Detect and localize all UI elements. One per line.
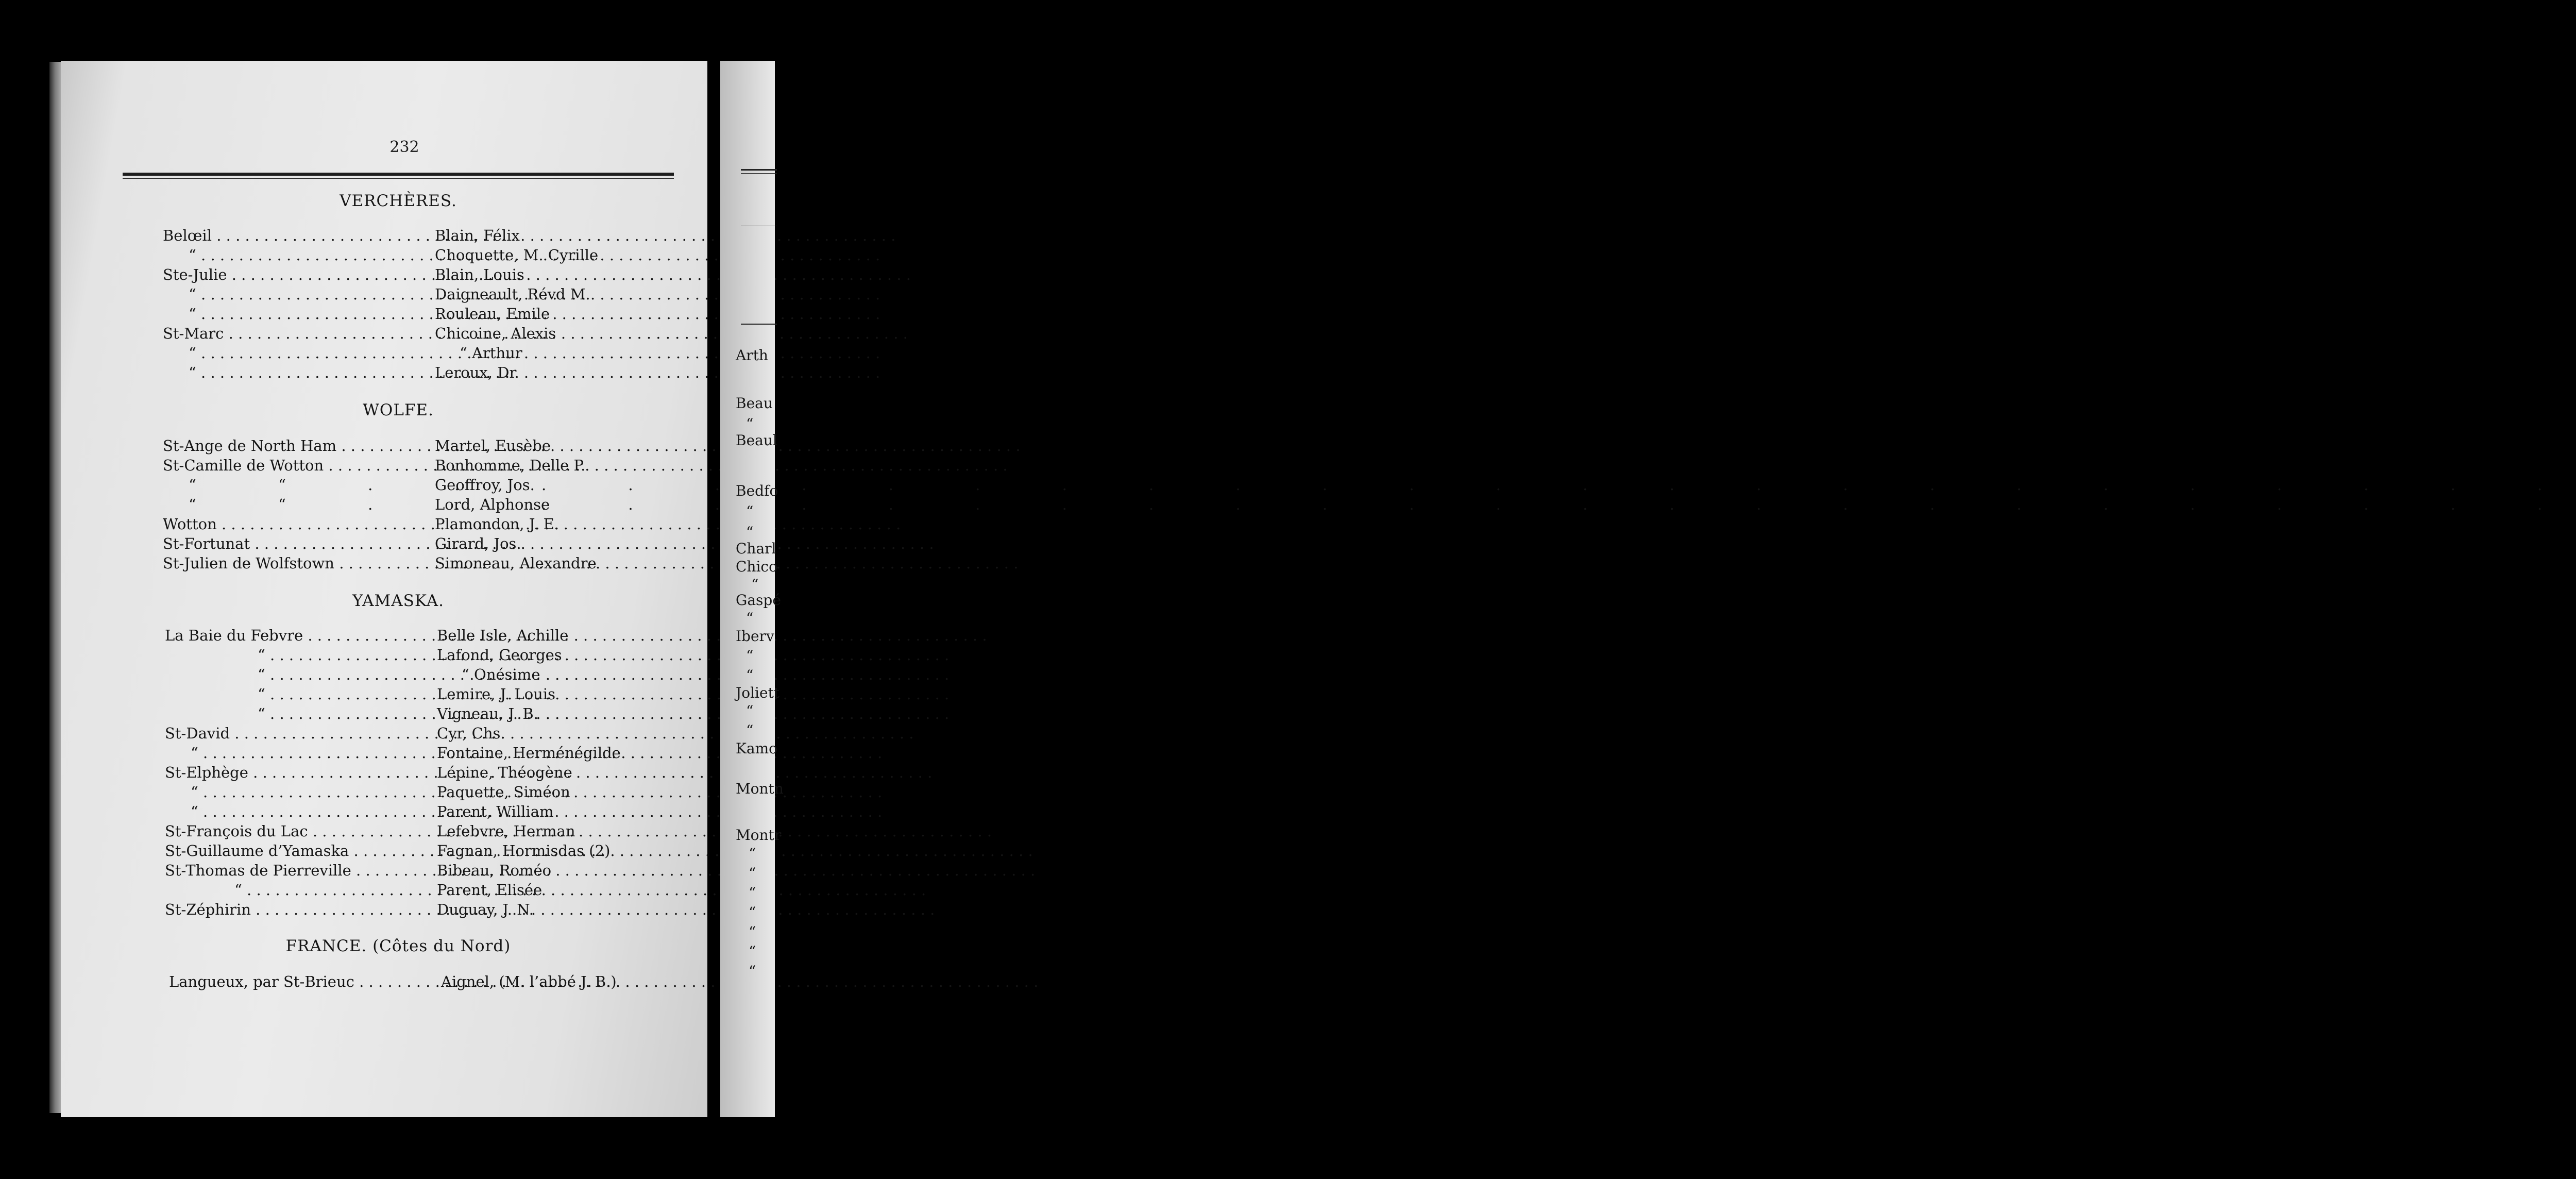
person-name: Cyr, Chs. <box>437 725 505 742</box>
adjacent-text: “ <box>751 576 759 593</box>
place-name: St-Elphège . . . <box>165 763 432 782</box>
person-name: Blain, Louis <box>435 266 524 283</box>
page-number: 232 <box>389 138 419 156</box>
adjacent-text: “ <box>746 610 754 627</box>
person-name: Martel, Eusèbe <box>435 437 551 454</box>
adjacent-text: “ <box>746 503 754 520</box>
person-name: Simoneau, Alexandre <box>435 554 597 572</box>
person-name: Blain, Félix <box>435 227 520 244</box>
place-ditto: “ . . . <box>165 802 457 821</box>
place-ditto: “ . . . <box>163 284 455 304</box>
place-name: St-Camille de Wotton . . . <box>163 456 430 475</box>
adjacent-text: “ <box>746 667 754 684</box>
adjacent-text: Montr <box>736 827 782 844</box>
book-gutter-shadow <box>49 62 61 1113</box>
place-ditto: “ . . . <box>163 343 455 363</box>
adjacent-text: “ <box>749 923 756 940</box>
place-ditto: “ “ . . . <box>163 475 455 495</box>
place-name: St-Guillaume d’Yamaska . . . <box>165 841 432 861</box>
place-ditto: “ . . . <box>163 245 455 265</box>
adjacent-text: Charl <box>736 540 776 557</box>
adjacent-text: “ <box>746 647 754 664</box>
adjacent-text: Beaul <box>736 432 777 449</box>
person-name: Bibeau, Roméo <box>437 862 552 879</box>
person-name: “ Onésime <box>462 666 540 683</box>
person-name: Fagnan, Hormisdas (2) <box>437 842 611 860</box>
adjacent-rule <box>741 173 777 174</box>
place-name: St-Ange de North Ham . . . <box>163 436 430 456</box>
adjacent-rule <box>741 169 777 171</box>
adjacent-text: Arth <box>736 347 768 364</box>
adjacent-page-fragment <box>720 61 784 1117</box>
person-name: Chicoine, Alexis <box>435 325 556 342</box>
person-name: Paquette, Siméon <box>437 783 570 801</box>
place-name: St-François du Lac . . . <box>165 821 432 841</box>
header-rule-thick <box>123 173 674 176</box>
adjacent-text: “ <box>749 865 756 882</box>
person-name: Aignel, (M. l’abbé J. B.) <box>441 973 617 990</box>
person-name: Parent, Elisée <box>437 881 543 899</box>
person-name: Lord, Alphonse <box>435 496 550 513</box>
adjacent-text: “ <box>749 943 756 960</box>
adjacent-text: Kamo <box>736 740 778 757</box>
person-name: Fontaine, Herménégilde <box>437 744 621 762</box>
adjacent-text: Bedfo <box>736 482 778 499</box>
person-name: Parent, William <box>437 803 554 820</box>
adjacent-text: “ <box>749 845 756 862</box>
place-name: Belœil . . . <box>163 226 430 245</box>
place-name: St-Fortunat . . . <box>163 534 430 553</box>
person-name: Choquette, M. Cyrille <box>435 246 599 264</box>
place-name: St-Zéphirin . . . <box>165 900 432 919</box>
section-heading-france: FRANCE. (Côtes du Nord) <box>285 937 511 955</box>
section-heading-vercheres: VERCHÈRES. <box>340 192 457 210</box>
person-name: Geoffroy, Jos. <box>435 476 535 494</box>
adjacent-text: “ <box>746 524 754 541</box>
place-ditto: “ “ . . . <box>163 495 455 514</box>
place-ditto: “ . . . <box>163 304 455 324</box>
person-name: Lemire, J. Louis <box>437 685 556 703</box>
place-ditto: “ . . . <box>165 684 524 704</box>
place-name: St-Thomas de Pierreville . . . <box>165 861 432 880</box>
place-name: Wotton . . . <box>163 514 430 534</box>
place-ditto: “ . . . <box>165 880 501 900</box>
place-name: Ste-Julie . . . <box>163 265 430 284</box>
section-heading-wolfe: WOLFE. <box>363 401 434 419</box>
adjacent-text: “ <box>746 722 754 739</box>
person-name: “ Arthur <box>460 344 522 362</box>
adjacent-text: Beau <box>736 395 773 412</box>
place-ditto: “ . . . <box>165 743 457 763</box>
person-name: Lefebvre, Herman <box>437 822 575 840</box>
person-name: Rouleau, Emile <box>435 305 550 323</box>
person-name: Belle Isle, Achille <box>437 627 569 644</box>
adjacent-text: Montn <box>736 780 784 797</box>
person-name: Lépine, Théogène <box>437 764 572 781</box>
person-name: Plamondon, J. E. <box>435 515 560 533</box>
adjacent-text: “ <box>749 904 756 921</box>
adjacent-text: “ <box>749 884 756 901</box>
place-ditto: “ . . . <box>165 665 524 684</box>
book-page <box>61 61 707 1117</box>
person-name: Duguay, J. N. <box>437 901 534 918</box>
person-name: Lafond, Georges <box>437 646 562 664</box>
person-name: Vigneau, J. B. <box>437 705 538 722</box>
person-name: Bonhomme, Delle P. <box>435 457 586 474</box>
place-ditto: “ . . . <box>163 363 455 382</box>
place-ditto: “ . . . <box>165 782 457 802</box>
person-name: Girard, Jos. <box>435 535 521 552</box>
place-name: St-David . . . <box>165 723 432 743</box>
header-rule-thin <box>123 178 674 179</box>
adjacent-text: “ <box>749 963 756 980</box>
person-name: Daigneault, Révd M. <box>435 285 590 303</box>
person-name: Leroux, Dr <box>435 364 517 381</box>
section-heading-yamaska: YAMASKA. <box>352 592 444 610</box>
adjacent-text: Joliett <box>736 684 780 701</box>
place-ditto: “ . . . <box>165 704 524 723</box>
place-name: Langueux, par St-Brieuc . . . <box>169 972 436 991</box>
adjacent-rule <box>741 324 777 325</box>
place-name: St-Julien de Wolfstown . . . <box>163 553 430 573</box>
adjacent-text: Gaspé <box>736 592 781 609</box>
place-name: St-Marc . . . <box>163 324 430 343</box>
adjacent-text: “ <box>746 702 754 719</box>
adjacent-text: Iberv <box>736 628 774 645</box>
adjacent-text: Chico <box>736 558 777 575</box>
place-name: La Baie du Febvre . . . <box>165 626 432 645</box>
place-ditto: “ . . . <box>165 645 524 665</box>
adjacent-text: “ <box>746 415 754 432</box>
